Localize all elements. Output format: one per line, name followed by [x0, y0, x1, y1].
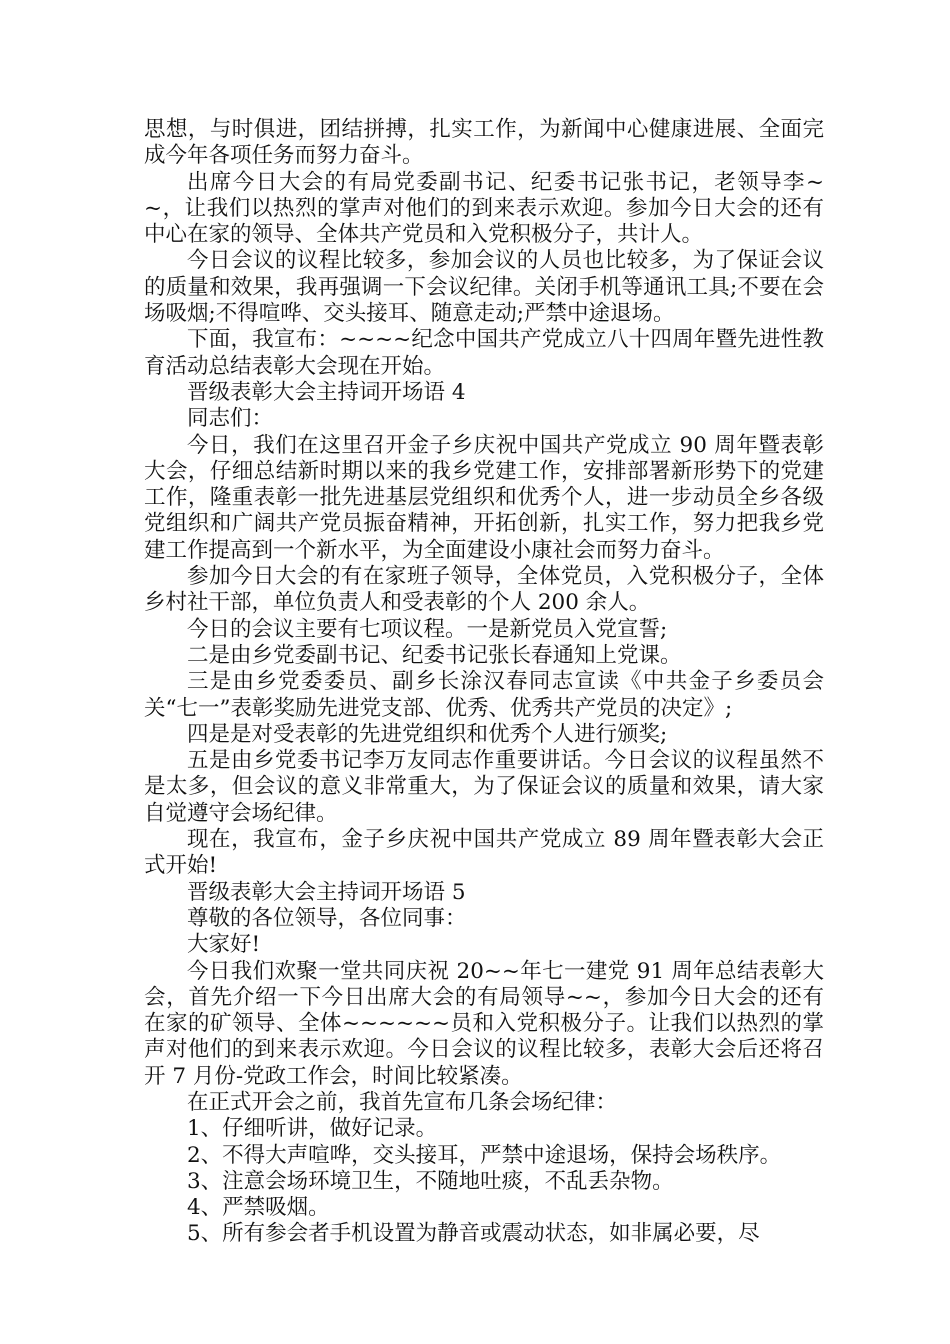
paragraph: 尊敬的各位领导，各位同事：	[187, 905, 467, 931]
paragraph: 今日我们欢聚一堂共同庆祝 20~~年七一建党 91 周年总结表彰大会，首先介绍一下今日出席大会的有局领导~~，参加今日大会的还有在家的矿领导、全体~~~~~~员和入党积极分子。让我们以热烈的掌声对他们的到来表示欢迎。今日会议的议程比较多，表彰大会后还将召开 7 月份-党政工作会，时间比较紧凑。	[144, 958, 824, 1089]
section-heading: 晋级表彰大会主持词开场语 5	[187, 879, 466, 905]
document-body	[144, 117, 824, 1248]
paragraph: 参加今日大会的有在家班子领导，全体党员，入党积极分子，全体乡村社干部，单位负责人和受表彰的个人 200 余人。	[144, 564, 824, 616]
paragraph: 今日的会议主要有七项议程。一是新党员入党宣誓;	[187, 616, 668, 642]
paragraph: 大家好!	[187, 932, 261, 958]
paragraph: 二是由乡党委副书记、纪委书记张长春通知上党课。	[187, 642, 682, 668]
paragraph: 四是是对受表彰的先进党组织和优秀个人进行颁奖;	[187, 721, 668, 747]
list-item: 1、仔细听讲，做好记录。	[187, 1116, 438, 1142]
paragraph: 思想，与时俱进，团结拼搏，扎实工作，为新闻中心健康进展、全面完成今年各项任务而努力奋斗。	[144, 117, 824, 169]
paragraph: 同志们：	[187, 406, 274, 432]
list-item: 4、严禁吸烟。	[187, 1195, 330, 1221]
list-item: 5、所有参会者手机设置为静音或震动状态，如非属必要，尽	[187, 1221, 760, 1247]
paragraph: 今日，我们在这里召开金子乡庆祝中国共产党成立 90 周年暨表彰大会，仔细总结新时期以来的我乡党建工作，安排部署新形势下的党建工作，隆重表彰一批先进基层党组织和优秀个人，进一步动员全乡各级党组织和广阔共产党员振奋精神，开拓创新，扎实工作，努力把我乡党建工作提高到一个新水平，为全面建设小康社会而努力奋斗。	[144, 432, 824, 563]
list-item: 2、不得大声喧哗，交头接耳，严禁中途退场，保持会场秩序。	[187, 1142, 782, 1168]
paragraph: 下面，我宣布：~~~~纪念中国共产党成立八十四周年暨先进性教育活动总结表彰大会现在开始。	[144, 327, 824, 379]
paragraph: 五是由乡党委书记李万友同志作重要讲话。今日会议的议程虽然不是太多，但会议的意义非常重大，为了保证会议的质量和效果，请大家自觉遵守会场纪律。	[144, 748, 824, 826]
paragraph: 在正式开会之前，我首先宣布几条会场纪律：	[187, 1089, 618, 1115]
paragraph: 三是由乡党委委员、副乡长涂汉春同志宣读《中共金子乡委员会关“七一”表彰奖励先进党支部、优秀、优秀共产党员的决定》;	[144, 669, 824, 721]
paragraph: 今日会议的议程比较多，参加会议的人员也比较多，为了保证会议的质量和效果，我再强调一下会议纪律。关闭手机等通讯工具;不要在会场吸烟;不得喧哗、交头接耳、随意走动;严禁中途退场。	[144, 248, 824, 327]
paragraph: 现在，我宣布，金子乡庆祝中国共产党成立 89 周年暨表彰大会正式开始!	[144, 827, 824, 879]
list-item: 3、注意会场环境卫生，不随地吐痰，不乱丢杂物。	[187, 1168, 674, 1194]
section-heading: 晋级表彰大会主持词开场语 4	[187, 379, 466, 405]
paragraph: 出席今日大会的有局党委副书记、纪委书记张书记，老领导李~~，让我们以热烈的掌声对他们的到来表示欢迎。参加今日大会的还有中心在家的领导、全体共产党员和入党积极分子，共计人。	[144, 169, 824, 248]
